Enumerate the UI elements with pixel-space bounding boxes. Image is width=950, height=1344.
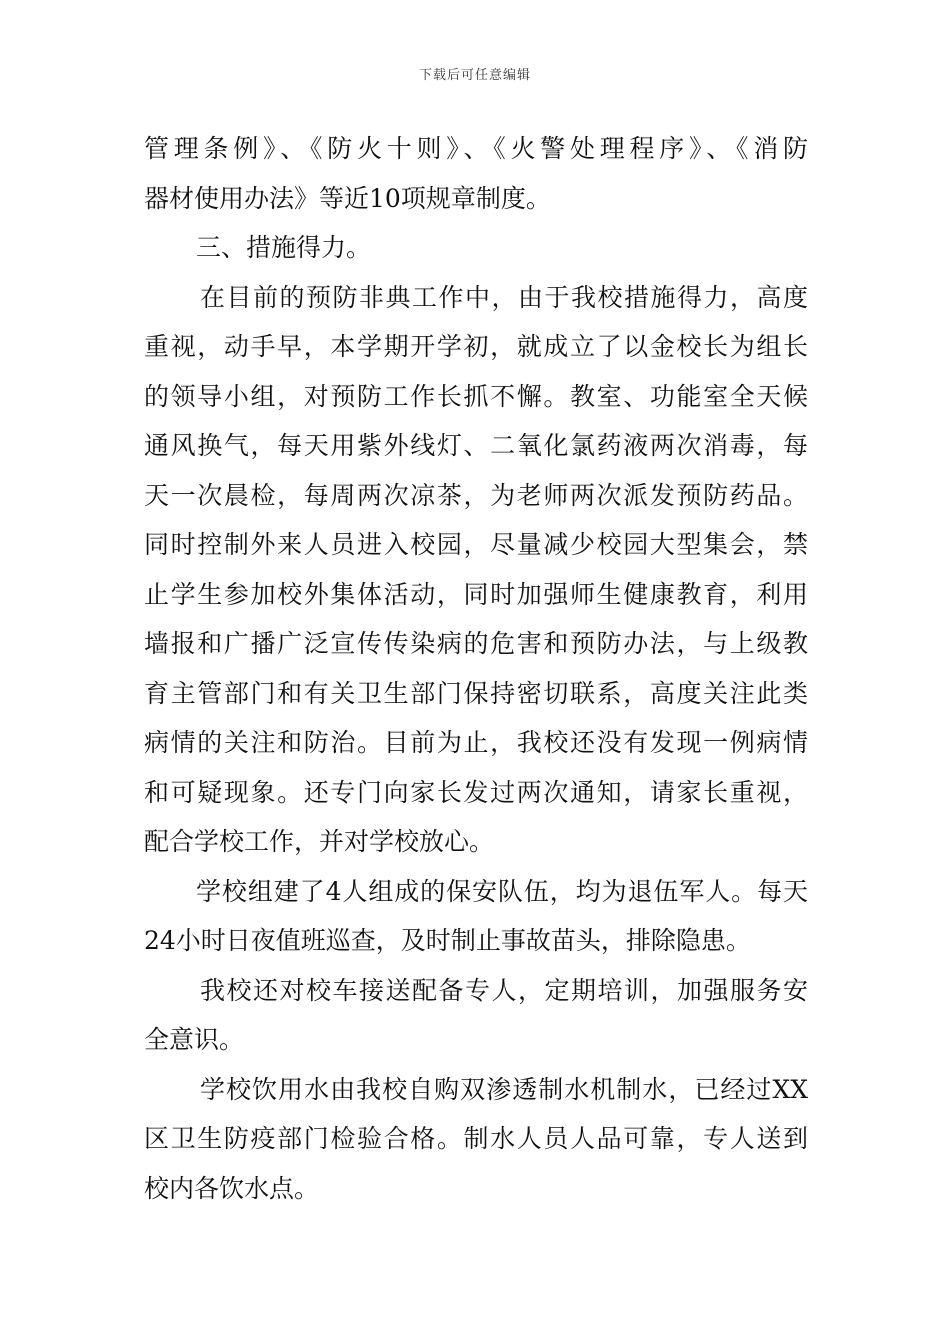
header-note: 下载后可任意编辑 <box>418 68 531 83</box>
text-line: 校内各饮水点。 <box>144 1173 320 1203</box>
text-line: 重视，动手早，本学期开学初，就成立了以金校长为组长 <box>144 332 808 361</box>
text-line: 的领导小组，对预防工作长抓不懈。教室、功能室全天候 <box>144 381 808 411</box>
text-line: 24小时日夜值班巡查，及时制止事故苗头，排除隐患。 <box>144 926 751 955</box>
text-line: 在目前的预防非典工作中，由于我校措施得力，高度 <box>200 282 808 312</box>
text-line: 同时控制外来人员进入校园，尽量减少校园大型集会，禁 <box>144 530 808 559</box>
text-line: 区卫生防疫部门检验合格。制水人员人品可靠，专人送到 <box>144 1124 808 1153</box>
text-line: 止学生参加校外集体活动，同时加强师生健康教育，利用 <box>144 579 808 609</box>
text-line: 通风换气，每天用紫外线灯、二氧化氯药液两次消毒，每 <box>144 431 808 460</box>
text-line: 全意识。 <box>144 1025 245 1054</box>
text-line: 我校还对校车接送配备专人，定期培训，加强服务安 <box>200 975 808 1005</box>
text-line: 学校组建了4人组成的保安队伍，均为退伍军人。每天 <box>196 876 808 906</box>
document-body <box>144 124 808 1213</box>
section-heading: 三、措施得力。 <box>196 233 372 262</box>
text-line: 墙报和广播广泛宣传传染病的危害和预防办法，与上级教 <box>144 629 808 658</box>
text-line: 器材使用办法》等近10项规章制度。 <box>144 183 551 213</box>
text-line: 管理条例》、《防火十则》、《火警处理程序》、《消防 <box>144 134 808 163</box>
text-line: 学校饮用水由我校自购双渗透制水机制水，已经过XX <box>200 1074 808 1104</box>
text-line: 育主管部门和有关卫生部门保持密切联系，高度关注此类 <box>144 678 808 708</box>
text-line: 天一次晨检，每周两次凉茶，为老师两次派发预防药品。 <box>144 480 808 510</box>
text-line: 配合学校工作，并对学校放心。 <box>144 827 495 856</box>
text-line: 病情的关注和防治。目前为止，我校还没有发现一例病情 <box>144 728 808 757</box>
text-line: 和可疑现象。还专门向家长发过两次通知，请家长重视， <box>144 777 808 807</box>
